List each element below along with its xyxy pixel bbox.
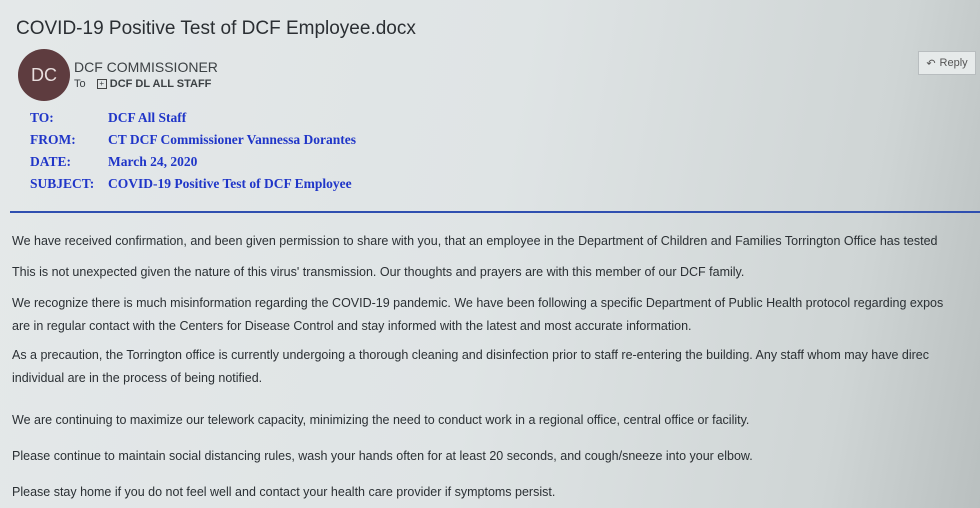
sender-name[interactable]: DCF COMMISSIONER xyxy=(74,59,218,75)
body-paragraph: Please continue to maintain social distancing rules, wash your hands often for at least 20 seconds, and cough/sneeze into your elbow. xyxy=(12,449,753,463)
body-paragraph: As a precaution, the Torrington office is currently undergoing a thorough cleaning and disinfection prior to staff re-entering the building. Any staff whom may have direc individual are in the process of being notified. xyxy=(12,348,929,385)
memo-subject-value: COVID-19 Positive Test of DCF Employee xyxy=(108,176,352,191)
reply-button[interactable] xyxy=(918,51,976,75)
memo-from-label: FROM: xyxy=(30,132,76,147)
to-prefix: To xyxy=(74,78,86,90)
body-paragraph: This is not unexpected given the nature of this virus' transmission. Our thoughts and prayers are with this member of our DCF family. xyxy=(12,265,745,279)
document-title: COVID-19 Positive Test of DCF Employee.docx xyxy=(16,18,416,39)
body-paragraph: We recognize there is much misinformation regarding the COVID-19 pandemic. We have been following a specific Department of Public Health protocol regarding expos are in regular contact with the Centers for Disease Control and stay informed with the latest and most accurate information. xyxy=(12,296,944,333)
reply-label: Reply xyxy=(939,57,968,69)
memo-date-label: DATE: xyxy=(30,154,72,169)
header-divider xyxy=(10,211,980,213)
body-paragraph: We have received confirmation, and been given permission to share with you, that an employee in the Department of Children and Families Torrington Office has tested xyxy=(12,234,938,248)
reply-icon: ↶ xyxy=(926,57,936,70)
body-paragraph: We are continuing to maximize our telework capacity, minimizing the need to conduct work in a regional office, central office or facility. xyxy=(12,413,750,427)
memo-to-value: DCF All Staff xyxy=(108,110,187,125)
expand-group-icon[interactable]: + xyxy=(97,79,107,89)
memo-to-label: TO: xyxy=(30,110,54,125)
recipient-group[interactable]: DCF DL ALL STAFF xyxy=(109,78,212,90)
memo-date-value: March 24, 2020 xyxy=(108,154,198,169)
memo-from-value: CT DCF Commissioner Vannessa Dorantes xyxy=(108,132,357,147)
recipient-line xyxy=(74,78,211,90)
sender-avatar xyxy=(18,49,70,101)
memo-subject-label: SUBJECT: xyxy=(30,176,95,191)
body-paragraph: Please stay home if you do not feel well and contact your health care provider if symptoms persist. xyxy=(12,485,556,499)
avatar-initials: DC xyxy=(31,64,57,85)
